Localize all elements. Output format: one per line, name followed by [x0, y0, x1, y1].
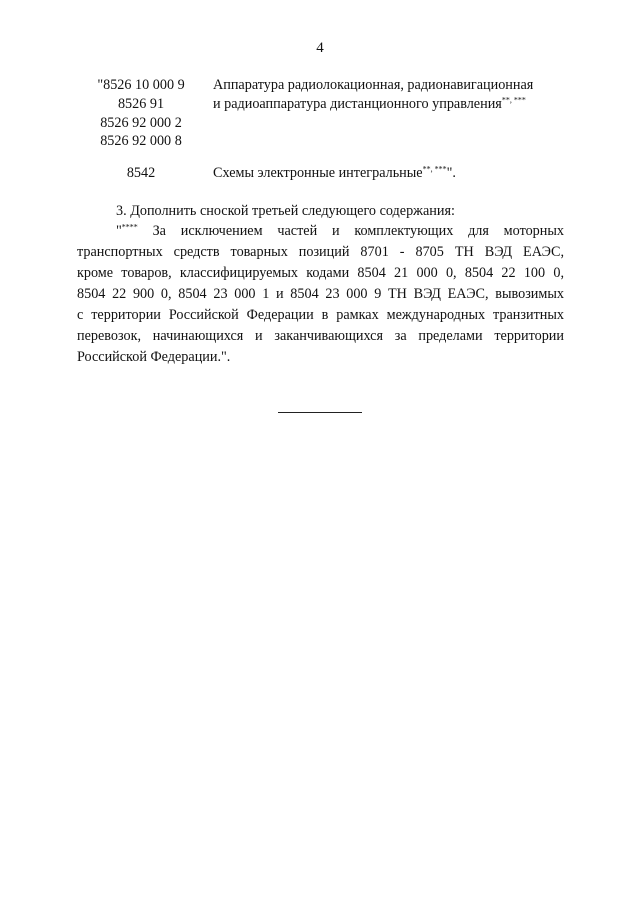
footnote-paragraph	[77, 221, 564, 368]
separator-rule	[278, 412, 362, 413]
code-8526-91: 8526 91	[117, 96, 165, 112]
footnote-line: Российской Федерации.".	[77, 349, 231, 365]
footnote-marker: ****	[121, 222, 138, 232]
code-8526-10-000-9: "8526 10 000 9	[97, 77, 185, 93]
code-8542: 8542	[126, 165, 156, 181]
description-radar-line-2: и радиоаппаратура дистанционного управления**, ***	[213, 95, 526, 112]
code-8526-92-000-2: 8526 92 000 2	[100, 115, 182, 131]
description-radar-line-1: Аппаратура радиолокационная, радионавигационная	[213, 77, 534, 93]
footnote-line: кроме товаров, классифицируемых кодами 8504 21 000 0, 8504 22 100 0,	[77, 265, 564, 281]
page-number: 4	[316, 40, 324, 56]
footnote-line: 8504 22 900 0, 8504 23 000 1 и 8504 23 000 9 ТН ВЭД ЕАЭС, вывозимых	[77, 286, 564, 302]
description-integrated-circuits: Схемы электронные интегральные**, ***".	[213, 164, 456, 181]
code-8526-92-000-8: 8526 92 000 8	[100, 133, 182, 149]
item-3-heading: 3. Дополнить сноской третьей следующего содержания:	[116, 203, 455, 219]
footnote-line: "**** За исключением частей и комплектующих для моторных	[116, 222, 564, 239]
footnote-line: транспортных средств товарных позиций 8701 - 8705 ТН ВЭД ЕАЭС,	[77, 244, 564, 260]
footnote-line: перевозок, начинающихся и заканчивающихся за пределами территории	[77, 328, 564, 344]
footnote-ref: **, ***	[501, 95, 526, 105]
footnote-line: с территории Российской Федерации в рамках международных транзитных	[77, 307, 564, 323]
footnote-ref: **, ***	[422, 164, 447, 174]
